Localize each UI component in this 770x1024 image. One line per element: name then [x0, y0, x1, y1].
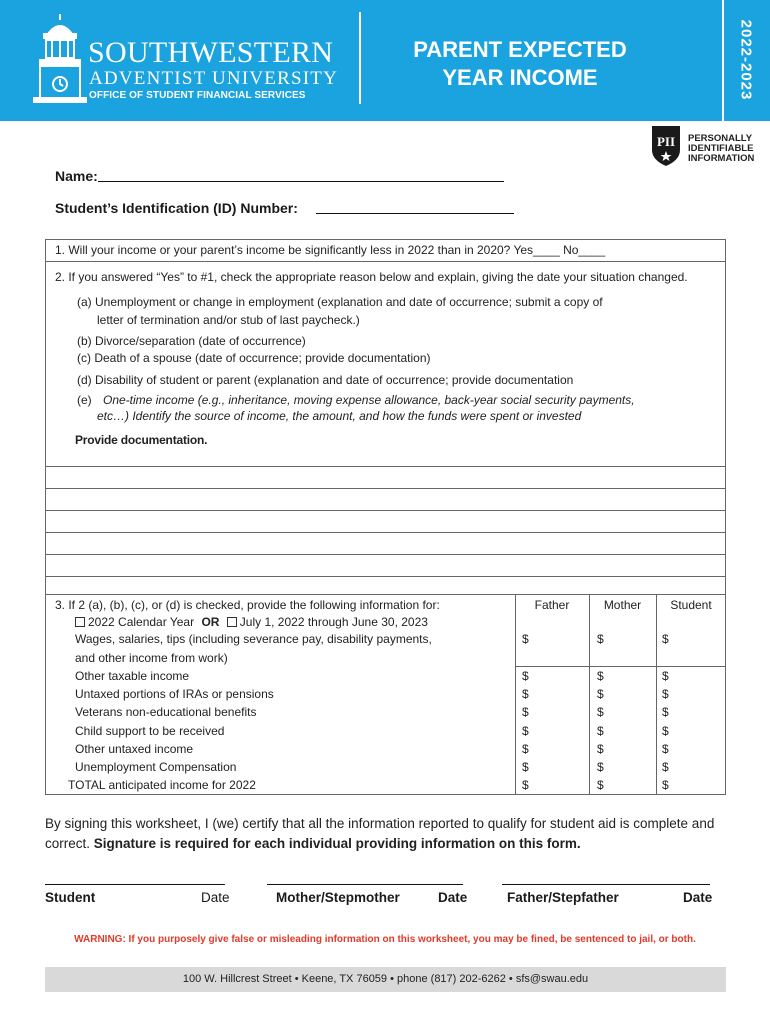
reason-a: (a) Unemployment or change in employment (explanation and date of occurrence; submit a copy of	[77, 295, 603, 309]
student-signature-label: Student	[45, 890, 96, 905]
form-title-line2: YEAR INCOME	[442, 65, 598, 90]
calendar-year-checkbox[interactable]	[75, 617, 85, 627]
father-amount-cell[interactable]: $	[522, 632, 529, 646]
explanation-line-4[interactable]	[45, 532, 726, 533]
question-3: 3. If 2 (a), (b), (c), or (d) is checked, provide the following information for:	[55, 598, 440, 612]
pii-line3: INFORMATION	[688, 153, 755, 164]
student-amount-cell[interactable]: $	[662, 687, 669, 701]
office-name: OFFICE OF STUDENT FINANCIAL SERVICES	[89, 90, 306, 101]
explanation-line-3[interactable]	[45, 510, 726, 511]
explanation-line-1[interactable]	[45, 466, 726, 467]
row-total: TOTAL anticipated income for 2022	[68, 778, 256, 792]
name-label: Name:	[55, 168, 98, 184]
bell-tower-logo-icon	[30, 12, 90, 104]
university-subtitle: ADVENTIST UNIVERSITY	[89, 68, 338, 89]
question-2: 2. If you answered “Yes” to #1, check the appropriate reason below and explain, giving the date your situation changed.	[55, 270, 688, 284]
form-title-line1: PARENT EXPECTED	[413, 37, 627, 62]
pii-shield-icon	[648, 124, 684, 168]
student-id-field[interactable]	[316, 213, 514, 214]
column-mother: Mother	[603, 598, 642, 612]
mother-amount-cell[interactable]: $	[597, 669, 604, 683]
student-amount-cell[interactable]: $	[662, 632, 669, 646]
footer-contact: 100 W. Hillcrest Street • Keene, TX 76059 • phone (817) 202-6262 • sfs@swau.edu	[45, 967, 726, 992]
header-divider	[359, 12, 361, 104]
column-divider	[656, 594, 657, 795]
mother-amount-cell[interactable]: $	[597, 778, 604, 792]
row-veterans: Veterans non-educational benefits	[75, 705, 257, 719]
father-signature-label: Father/Stepfather	[507, 890, 619, 905]
student-signature-line[interactable]	[45, 884, 225, 885]
pii-label	[688, 134, 754, 164]
pii-line1: PERSONALLY	[688, 133, 753, 144]
father-signature-line[interactable]	[502, 884, 710, 885]
father-amount-cell[interactable]: $	[522, 705, 529, 719]
period-options	[75, 615, 428, 629]
column-divider	[589, 594, 590, 795]
row-untaxed-ira: Untaxed portions of IRAs or pensions	[75, 687, 274, 701]
or-label: OR	[201, 615, 220, 629]
certification-text: By signing this worksheet, I (we) certify that all the information reported to qualify for student aid is complete and correct.	[45, 816, 715, 851]
header-banner	[0, 0, 770, 121]
row-divider	[515, 666, 726, 667]
warning-text: WARNING: If you purposely give false or misleading information on this worksheet, you may be fined, be sentenced to jail, or both.	[74, 934, 696, 945]
father-amount-cell[interactable]: $	[522, 687, 529, 701]
father-amount-cell[interactable]: $	[522, 669, 529, 683]
option-calendar-year: 2022 Calendar Year	[88, 615, 195, 629]
fiscal-year-checkbox[interactable]	[227, 617, 237, 627]
reason-c: (c) Death of a spouse (date of occurrence; provide documentation)	[77, 351, 431, 365]
row-child-support: Child support to be received	[75, 724, 225, 738]
father-date-label: Date	[683, 890, 713, 905]
student-amount-cell[interactable]: $	[662, 669, 669, 683]
column-divider	[515, 594, 516, 795]
reason-e-prefix: (e)	[77, 393, 92, 407]
option-fiscal-year: July 1, 2022 through June 30, 2023	[239, 615, 428, 629]
explanation-line-6[interactable]	[45, 576, 726, 577]
mother-signature-label: Mother/Stepmother	[276, 890, 400, 905]
student-id-label: Student’s Identification (ID) Number:	[55, 200, 298, 216]
certification-bold: Signature is required for each individual providing information on this form.	[93, 836, 581, 851]
row-other-taxable: Other taxable income	[75, 669, 190, 683]
father-amount-cell[interactable]: $	[522, 724, 529, 738]
mother-amount-cell[interactable]: $	[597, 705, 604, 719]
father-amount-cell[interactable]: $	[522, 778, 529, 792]
reason-e-continued: etc…) Identify the source of income, the amount, and how the funds were spent or invested	[97, 409, 582, 423]
question-1: 1. Will your income or your parent’s income be significantly less in 2022 than in 2020? Yes____ No____	[55, 243, 606, 257]
column-father: Father	[534, 598, 570, 612]
mother-amount-cell[interactable]: $	[597, 760, 604, 774]
academic-year: 2022-2023	[737, 19, 755, 101]
mother-amount-cell[interactable]: $	[597, 687, 604, 701]
university-name: SOUTHWESTERN	[88, 36, 334, 69]
provide-documentation: Provide documentation.	[75, 433, 208, 447]
student-date-label: Date	[201, 890, 230, 905]
student-amount-cell[interactable]: $	[662, 724, 669, 738]
mother-date-label: Date	[438, 890, 468, 905]
pii-badge-text: PII	[656, 134, 676, 149]
father-amount-cell[interactable]: $	[522, 760, 529, 774]
row-wages-continued: and other income from work)	[75, 651, 228, 665]
row-other-untaxed: Other untaxed income	[75, 742, 194, 756]
column-student: Student	[670, 598, 712, 612]
student-amount-cell[interactable]: $	[662, 742, 669, 756]
student-amount-cell[interactable]: $	[662, 705, 669, 719]
reason-b: (b) Divorce/separation (date of occurrence)	[77, 334, 306, 348]
mother-amount-cell[interactable]: $	[597, 632, 604, 646]
student-amount-cell[interactable]: $	[662, 778, 669, 792]
father-amount-cell[interactable]: $	[522, 742, 529, 756]
pii-line2: IDENTIFIABLE	[688, 143, 754, 154]
explanation-line-5[interactable]	[45, 554, 726, 555]
explanation-line-2[interactable]	[45, 488, 726, 489]
row-divider	[45, 261, 726, 262]
name-field[interactable]	[98, 181, 504, 182]
reason-e: One-time income (e.g., inheritance, moving expense allowance, back-year social security payments,	[103, 393, 635, 407]
form-title	[380, 36, 660, 92]
student-amount-cell[interactable]: $	[662, 760, 669, 774]
mother-amount-cell[interactable]: $	[597, 724, 604, 738]
certification-statement	[45, 814, 735, 854]
row-wages: Wages, salaries, tips (including severance pay, disability payments,	[75, 632, 432, 646]
row-unemployment: Unemployment Compensation	[75, 760, 237, 774]
reason-d: (d) Disability of student or parent (explanation and date of occurrence; provide documentation	[77, 373, 574, 387]
reason-a-continued: letter of termination and/or stub of last paycheck.)	[97, 313, 360, 327]
mother-amount-cell[interactable]: $	[597, 742, 604, 756]
mother-signature-line[interactable]	[267, 884, 463, 885]
